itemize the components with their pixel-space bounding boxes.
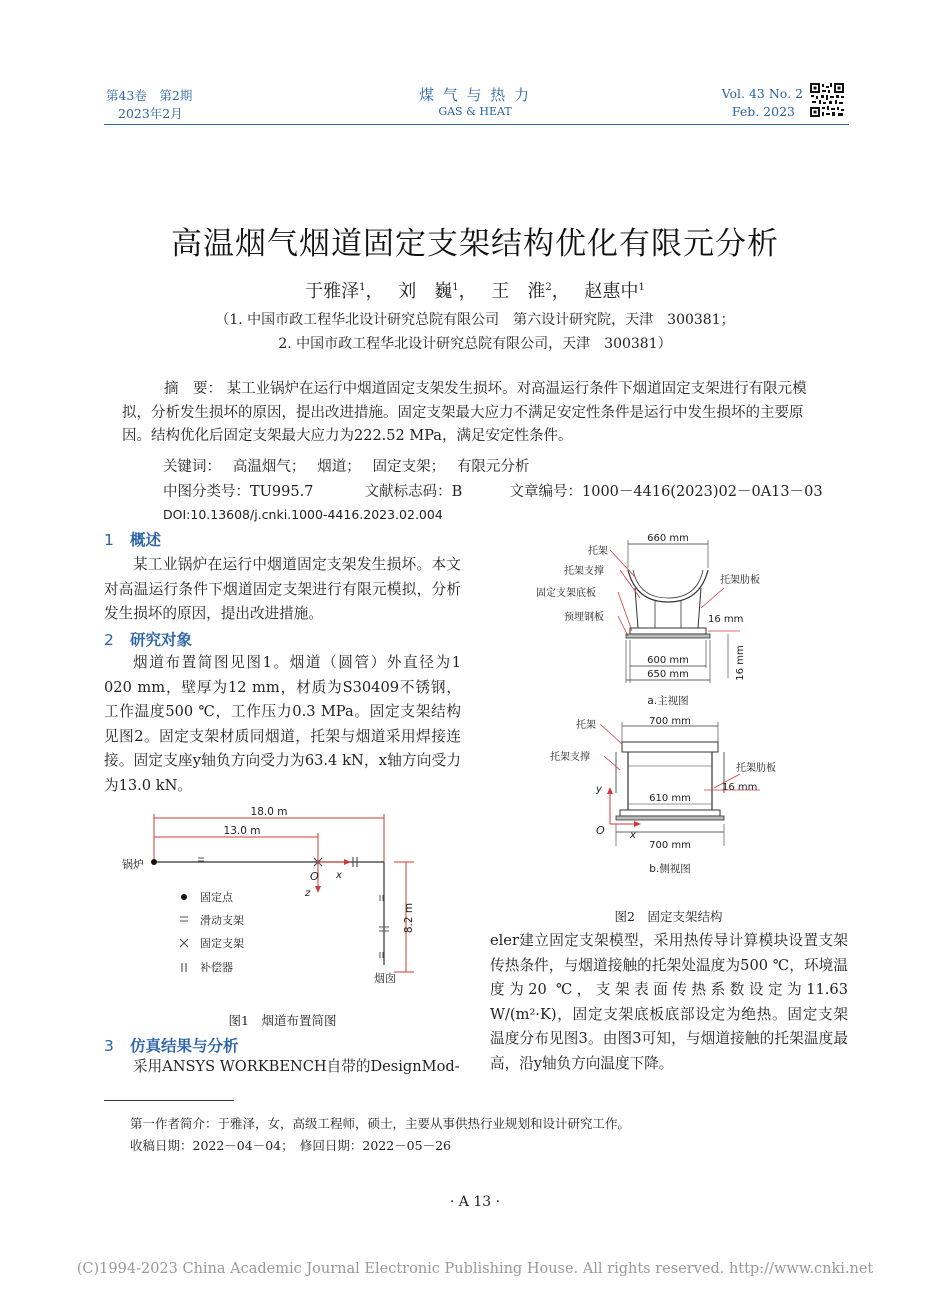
legend-fixed-point-icon xyxy=(181,894,187,900)
classification-line: 中图分类号：TU995.7 文献标志码：B 文章编号：1000－4416(2023)02－0A13－03 xyxy=(163,484,823,500)
fig2a-dim-650: 650 mm xyxy=(647,669,689,680)
fig1-axis-x-arrow xyxy=(344,859,351,865)
fig2a-label-embedded-plate: 预埋钢板 xyxy=(564,612,604,623)
author-list: 于雅泽$^1$， 刘 巍$^1$， 王 淮$^2$， 赵惠中$^1$ xyxy=(305,281,645,302)
figure-1-caption: 图1 烟道布置简图 xyxy=(228,1013,337,1028)
fig2a-caption: a.主视图 xyxy=(647,695,689,707)
qr-code-icon[interactable] xyxy=(809,82,845,118)
affiliation-2: 2. 中国市政工程华北设计研究总院有限公司，天津 300381） xyxy=(278,336,672,352)
abstract-text: 某工业锅炉在运行中烟道固定支架发生损坏。对高温运行条件下烟道固定支架进行有限元模拟，分析发生损坏的原因，提出改进措施。固定支架最大应力不满足安定性条件是运行中发生损坏的主要原因。结构优化后固定支架最大应力为222.52 MPa，满足安定性条件。 xyxy=(122,381,807,444)
author-4: 赵惠中$^1$ xyxy=(584,281,645,302)
fig2a-dim-600: 600 mm xyxy=(647,655,689,666)
fig1-axis-x: x xyxy=(336,870,342,881)
fig2a-label-bracket-support: 托架支撑 xyxy=(564,566,604,577)
page-number: · A 13 · xyxy=(449,1194,501,1210)
footnote-rule xyxy=(104,1100,234,1101)
legend-fixed-point: 固定点 xyxy=(200,891,233,904)
fig2b-caption: b.侧视图 xyxy=(649,863,691,875)
keyword-1: 高温烟气； xyxy=(232,459,299,475)
author-3: 王 淮$^2$ xyxy=(491,281,552,302)
paragraph-2: 烟道布置简图见图1。烟道（圆管）外直径为1 020 mm，壁厚为12 mm，材质为S30409不锈钢，工作温度500 ℃，工作压力0.3 MPa。固定支架结构见图2。固定支架材质同烟道，托架与烟道采用焊接连接。固定支座y轴负方向受力为63.4 kN，x轴方向受力为13.0 kN。 xyxy=(104,654,461,794)
footnote-dates: 收稿日期：2022－04－04； 修回日期：2022－05－26 xyxy=(130,1138,451,1153)
abstract xyxy=(122,378,828,449)
fig2b-side-view xyxy=(550,716,776,875)
fig1-fixed-point xyxy=(151,859,157,865)
abstract-label: 摘 要： xyxy=(164,381,222,397)
fig2a-label-base-plate: 固定支架底板 xyxy=(536,588,596,599)
paper-title: 高温烟气烟道固定支架结构优化有限元分析 xyxy=(171,226,779,262)
paragraph-4: eler建立固定支架模型，采用热传导计算模块设置支架传热条件，与烟道接触的托架处温度为500 ℃，环境温度为20 ℃，支架表面传热系数设定为11.63 W/(m²·K)，固定支架底板底部设定为绝热。固定支架温度分布见图3。由图3可知，与烟道接触的托架温度最高，沿y轴负方向温度下降。 xyxy=(490,932,848,1072)
fig2a-dim-660: 660 mm xyxy=(647,533,689,544)
date-cn: 2023年2月 xyxy=(118,106,183,121)
fig1-axis-z-arrow xyxy=(315,886,321,893)
fig2b-origin: O xyxy=(596,824,605,837)
legend-compensator-icon xyxy=(182,963,186,972)
legend-fixed-support-icon xyxy=(180,939,188,947)
doc-code: B xyxy=(451,484,463,500)
fig1-sliding-support-vertical xyxy=(380,895,383,901)
paragraph-3: 采用ANSYS WORKBENCH自带的DesignMod- xyxy=(133,1058,460,1075)
fig1-dim-part: 13.0 m xyxy=(223,825,261,837)
fig2a-front-view xyxy=(536,533,760,707)
figure-2-support-structure xyxy=(520,528,810,908)
fig2b-dim-16: 16 mm xyxy=(722,782,758,793)
legend-sliding-support: 滑动支架 xyxy=(200,914,244,927)
keywords: 关键词： 高温烟气； 烟道； 固定支架； 有限元分析 xyxy=(163,459,530,475)
journal-title-cn: 煤 气 与 热 力 xyxy=(418,86,532,104)
fig2b-dim-700-top: 700 mm xyxy=(649,716,691,727)
figure-1-layout-diagram xyxy=(104,800,461,990)
paragraph-1: 某工业锅炉在运行中烟道固定支架发生损坏。本文对高温运行条件下烟道固定支架进行有限元模拟，分析发生损坏的原因，提出改进措施。 xyxy=(104,556,461,622)
legend-fixed-support: 固定支架 xyxy=(200,937,244,950)
fig1-dim-total: 18.0 m xyxy=(250,806,288,818)
legend-compensator: 补偿器 xyxy=(200,961,233,974)
doi-link[interactable]: DOI:10.13608/j.cnki.1000-4416.2023.02.004 xyxy=(163,507,443,522)
fig1-axis-z: z xyxy=(305,888,311,899)
header-rule xyxy=(104,124,849,125)
volume-issue-en: Vol. 43 No. 2 xyxy=(721,86,803,101)
fig1-boiler-label: 锅炉 xyxy=(122,858,144,871)
author-1: 于雅泽$^1$ xyxy=(305,281,366,302)
journal-title-en: GAS & HEAT xyxy=(438,105,512,118)
fig2b-axis-x: x xyxy=(630,830,636,841)
author-2: 刘 巍$^1$ xyxy=(398,281,459,302)
fig2b-label-bracket-support: 托架支撑 xyxy=(550,752,590,763)
fig2b-label-bracket: 托架 xyxy=(576,720,596,731)
clc-number: TU995.7 xyxy=(250,484,314,500)
section-2-heading: 2 研究对象 xyxy=(104,631,193,649)
section-1-heading: 1 概述 xyxy=(104,531,162,549)
footnote-author-bio: 第一作者简介：于雅泽，女，高级工程师，硕士，主要从事供热行业规划和设计研究工作。 xyxy=(130,1116,631,1131)
affiliation-1: （1. 中国市政工程华北设计研究总院有限公司 第六设计研究院，天津 300381； xyxy=(215,312,735,328)
keyword-2: 烟道； xyxy=(317,459,354,475)
fig1-origin: O xyxy=(310,870,319,883)
fig2b-axis-y: y xyxy=(596,784,602,795)
volume-issue-cn: 第43卷 第2期 xyxy=(106,88,193,103)
fig2a-label-bracket: 托架 xyxy=(588,546,608,557)
date-en: Feb. 2023 xyxy=(731,104,795,119)
keyword-3: 固定支架； xyxy=(372,459,438,475)
fig1-dim-vertical: 8.2 m xyxy=(403,902,415,934)
copyright-notice: (C)1994-2023 China Academic Journal Electronic Publishing House. All rights reserved. http://www.cnki.net xyxy=(76,1261,874,1277)
fig2b-label-rib: 托架肋板 xyxy=(736,763,776,774)
fig2a-dim-16-b: 16 mm xyxy=(735,645,746,681)
figure-2-caption: 图2 固定支架结构 xyxy=(614,909,723,924)
fig1-sliding-support-bottom xyxy=(380,952,383,958)
fig2b-dim-610: 610 mm xyxy=(649,793,691,804)
fig2b-dim-700-bottom: 700 mm xyxy=(649,840,691,851)
article-number: 1000－4416(2023)02－0A13－03 xyxy=(582,484,823,500)
section-3-heading: 3 仿真结果与分析 xyxy=(104,1037,239,1055)
fig1-chimney-label: 烟囱 xyxy=(374,972,396,985)
fig2a-label-rib: 托架肋板 xyxy=(720,575,760,586)
fig2a-dim-16-a: 16 mm xyxy=(708,614,744,625)
fig1-sliding-support xyxy=(198,858,204,861)
fig1-dimension-lines xyxy=(154,814,414,972)
legend-sliding-support-icon xyxy=(180,917,188,921)
keyword-4: 有限元分析 xyxy=(456,459,530,475)
